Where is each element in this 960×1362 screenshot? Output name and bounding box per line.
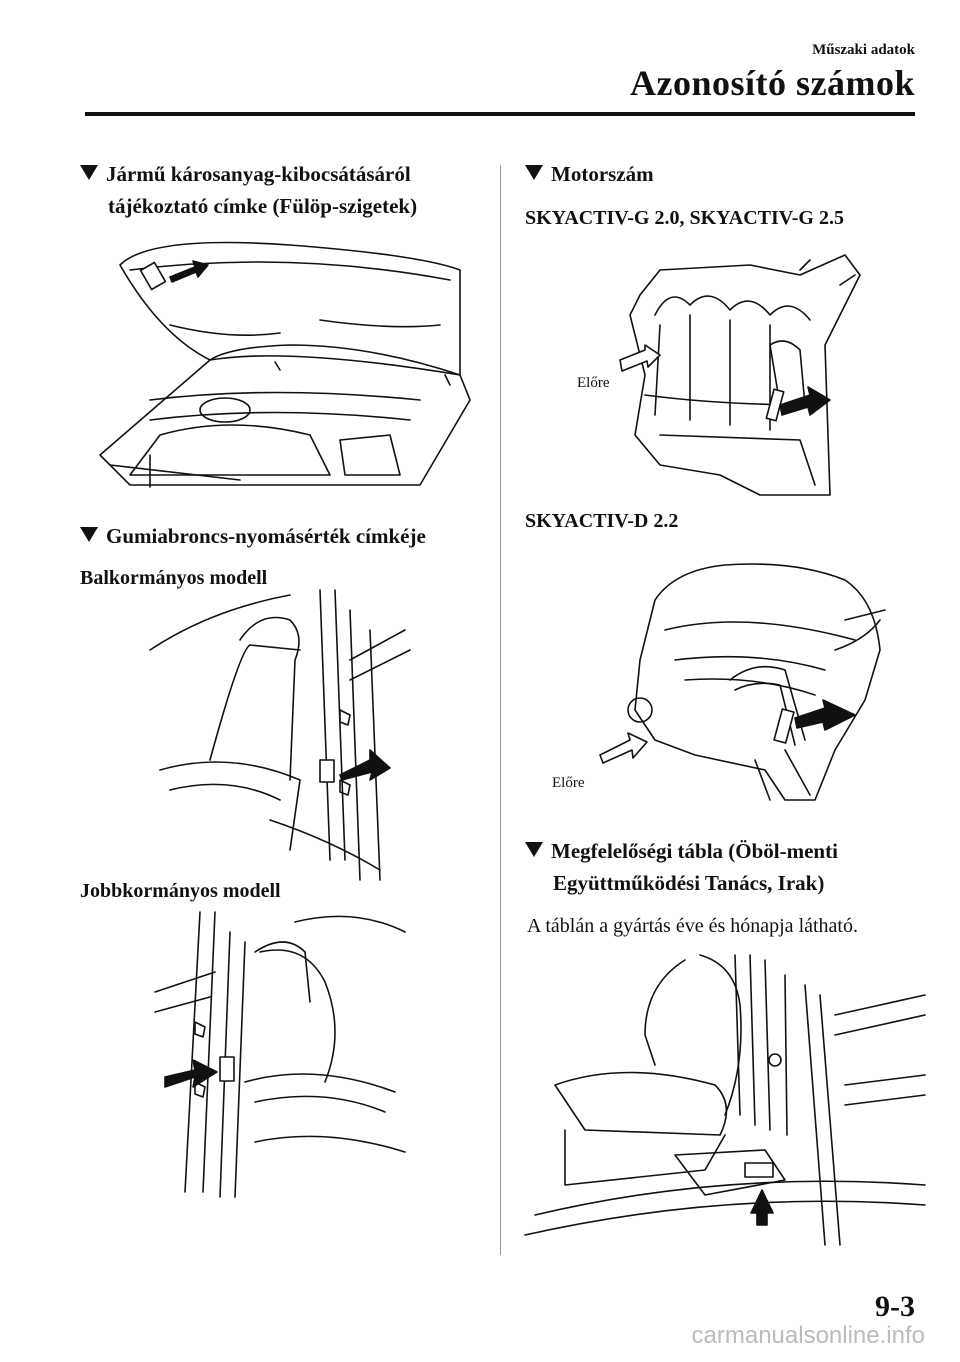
engine-type-g: SKYACTIV-G 2.0, SKYACTIV-G 2.5 <box>525 207 844 229</box>
section-heading-engine-number: Motorszám <box>525 158 654 190</box>
watermark: carmanualsonline.info <box>691 1322 925 1349</box>
engine-type-d: SKYACTIV-D 2.2 <box>525 510 679 532</box>
chapter-label: Műszaki adatok <box>812 42 915 58</box>
page-title: Azonosító számok <box>630 63 915 103</box>
conformity-plate-description: A táblán a gyártás éve és hónapja látható. <box>527 915 858 937</box>
front-label-d: Előre <box>552 775 585 791</box>
hood-illustration <box>90 225 470 495</box>
section-triangle-icon <box>525 165 543 180</box>
engine-illustration <box>600 255 865 500</box>
section-triangle-icon <box>80 165 98 180</box>
section-triangle-icon <box>80 527 98 542</box>
section-heading-conformity-plate: Megfelelőségi tábla (Öböl-menti <box>525 835 838 867</box>
door-pillar-illustration <box>150 590 410 880</box>
header-rule <box>85 112 915 116</box>
column-divider <box>500 165 501 1255</box>
page-number: 9-3 <box>875 1290 915 1323</box>
front-label-g: Előre <box>577 375 610 391</box>
section-heading-tire-label: Gumiabroncs-nyomásérték címkéje <box>80 520 426 552</box>
section-heading-emission-label: Jármű károsanyag-kibocsátásáról <box>80 158 411 190</box>
subheading-rhd: Jobbkormányos modell <box>80 880 281 902</box>
section-heading-emission-label-line2: tájékoztató címke (Fülöp-szigetek) <box>108 194 418 218</box>
section-triangle-icon <box>525 842 543 857</box>
subheading-lhd: Balkormányos modell <box>80 567 268 589</box>
door-pillar-illustration-rhd <box>155 912 415 1197</box>
door-sill-illustration <box>525 955 925 1250</box>
section-heading-conformity-plate-line2: Együttműködési Tanács, Irak) <box>553 871 825 895</box>
engine-illustration-d <box>595 560 890 810</box>
